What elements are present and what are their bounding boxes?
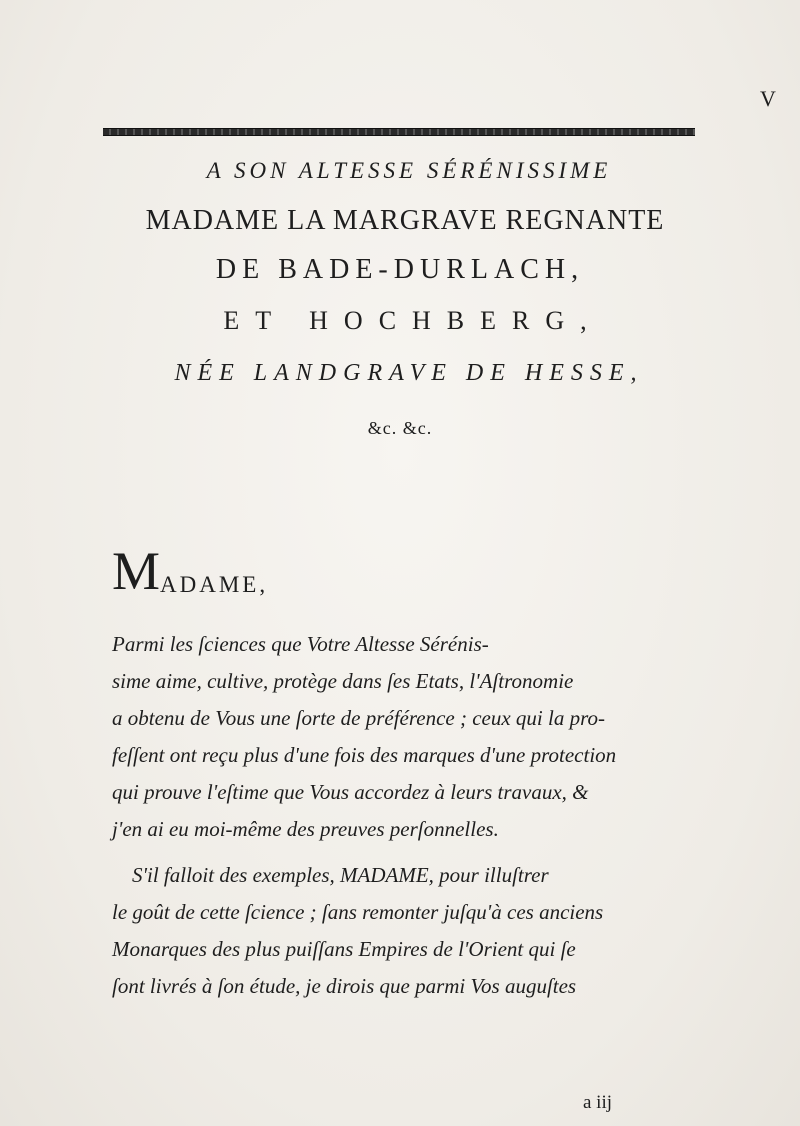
body-line-9: Monarques des plus puiſſans Empires de l'Orient qui ſe <box>112 937 576 961</box>
dedication-heading-line-3: DE BADE-DURLACH, <box>215 254 585 285</box>
signature-mark: a iij <box>583 1092 613 1113</box>
body-line-8: le goût de cette ſcience ; ſans remonter juſqu'à ces anciens <box>112 900 604 924</box>
body-line-4: feſſent ont reçu plus d'une fois des marques d'une protection <box>112 743 617 767</box>
salutation <box>112 541 269 601</box>
dedication-heading-line-2: MADAME LA MARGRAVE REGNANTE <box>145 205 665 236</box>
salutation-rest: ADAME, <box>160 572 269 597</box>
dedication-heading-line-5: NÉE LANDGRAVE DE HESSE, <box>174 360 644 386</box>
body-line-1: Parmi les ſciences que Votre Altesse Sérénis- <box>112 632 489 656</box>
body-line-5: qui prouve l'eſtime que Vous accordez à leurs travaux, & <box>112 780 589 804</box>
ornamental-rule <box>103 128 695 136</box>
body-line-10: ſont livrés à ſon étude, je dirois que parmi Vos auguſtes <box>112 974 577 998</box>
body-line-3: a obtenu de Vous une ſorte de préférence ; ceux qui la pro- <box>112 706 605 730</box>
folio-number: V <box>760 86 776 111</box>
body-line-6: j'en ai eu moi-même des preuves perſonnelles. <box>112 817 499 841</box>
dedication-heading-line-1: A SON ALTESSE SÉRÉNISSIME <box>206 158 612 183</box>
dedication-heading-line-6: &c. &c. <box>367 418 433 438</box>
salutation-dropcap: M <box>112 541 161 601</box>
body-line-2: sime aime, cultive, protège dans ſes Etats, l'Aſtronomie <box>112 669 574 693</box>
body-line-7: S'il falloit des exemples, MADAME, pour illuſtrer <box>132 863 549 887</box>
dedication-heading-line-4: ET HOCHBERG, <box>223 306 603 335</box>
